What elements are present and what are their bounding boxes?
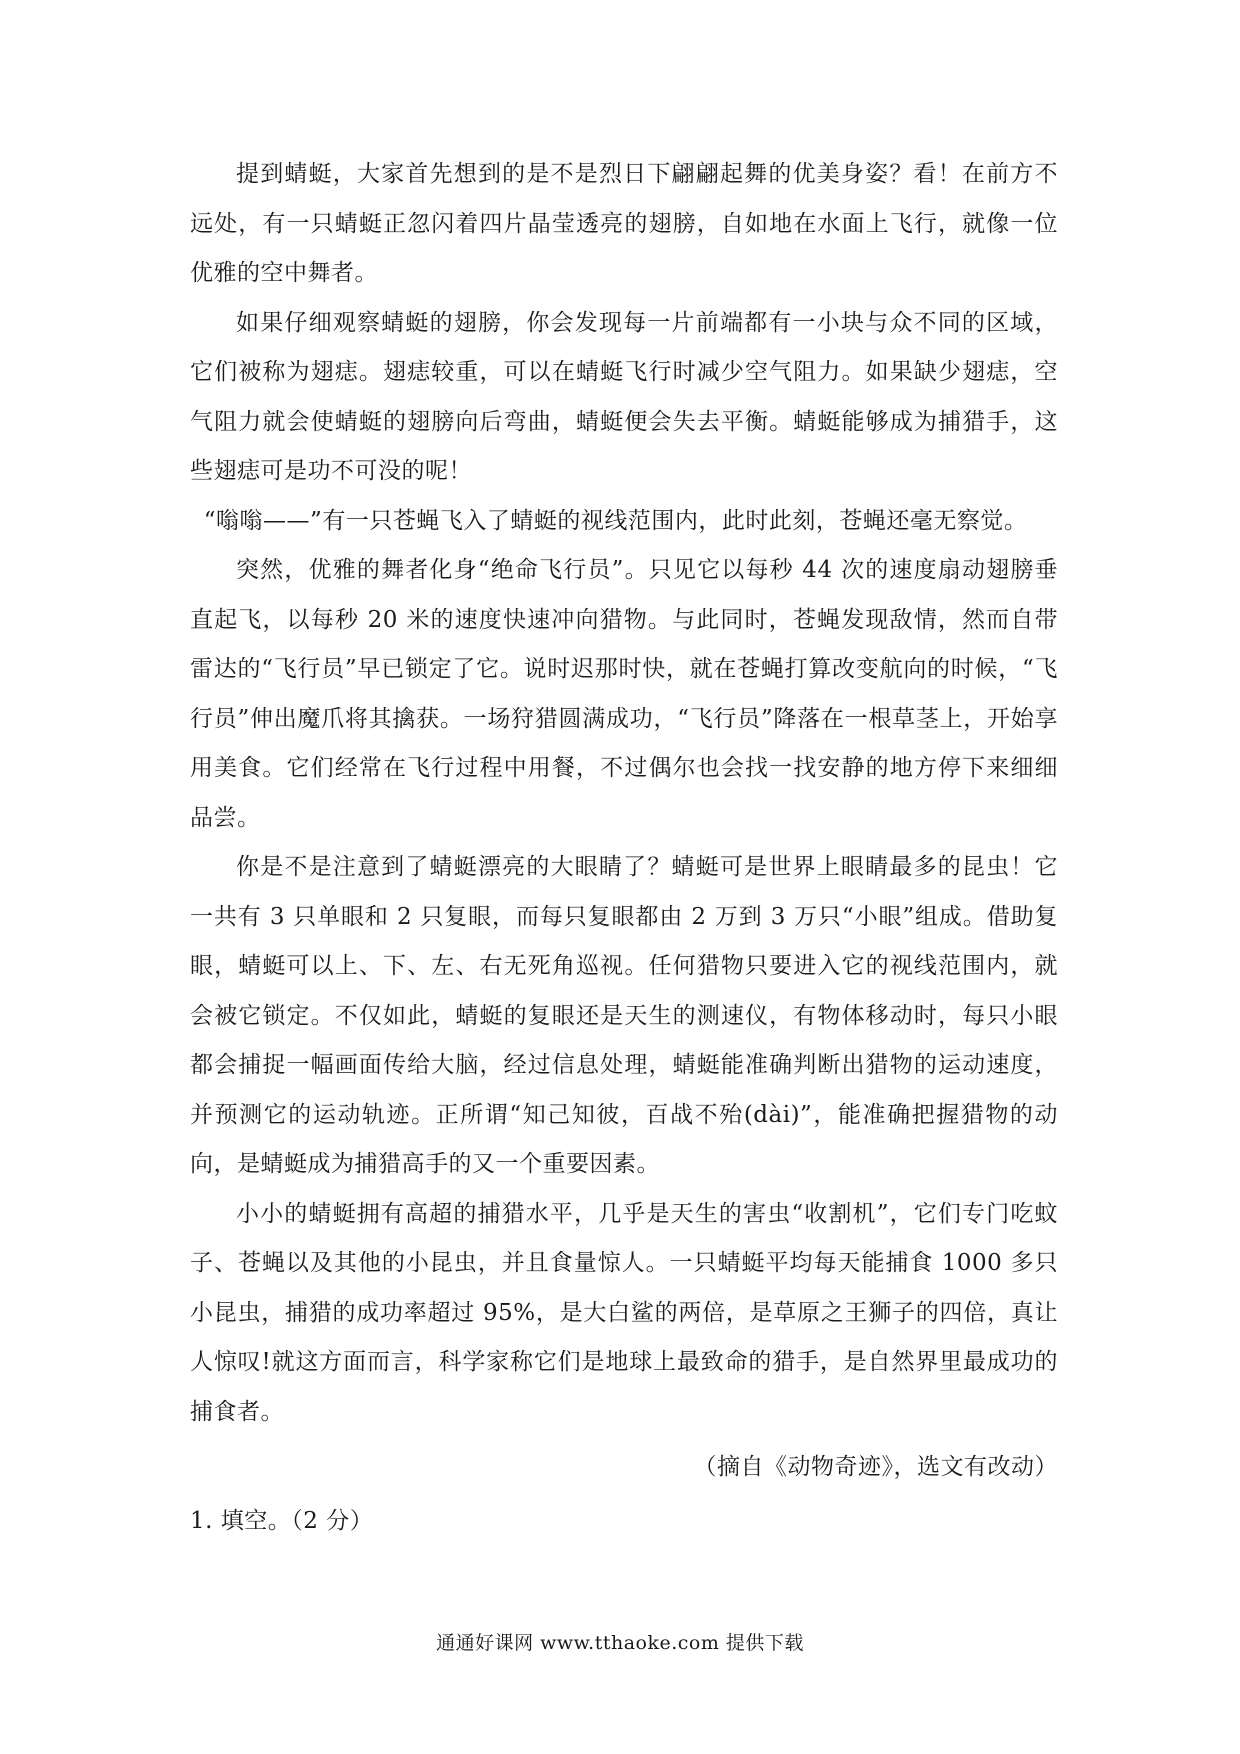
paragraph-wing-spots: 如果仔细观察蜻蜓的翅膀，你会发现每一片前端都有一小块与众不同的区域，它们被称为翅痣。翅痣较重，可以在蜻蜓飞行时减少空气阻力。如果缺少翅痣，空气阻力就会使蜻蜓的翅膀向后弯曲，蜻蜓便会失去平衡。蜻蜓能够成为捕猎手，这些翅痣可是功不可没的呢！ [190,309,1058,484]
question-1: 1. 填空。（2 分） [190,1507,374,1534]
article-body [190,150,1058,1546]
page-footer: 通通好课网 www.tthaoke.com 提供下载 [436,1632,804,1654]
paragraph-eyes: 你是不是注意到了蜻蜓漂亮的大眼睛了？蜻蜓可是世界上眼睛最多的昆虫！它一共有 3 只单眼和 2 只复眼，而每只复眼都由 2 万到 3 万只“小眼”组成。借助复眼，蜻蜓可以上、下、左、右无死角巡视。任何猎物只要进入它的视线范围内，就会被它锁定。不仅如此，蜻蜓的复眼还是天生的测速仪，有物体移动时，每只小眼都会捕捉一幅画面传给大脑，经过信息处理，蜻蜓能准确判断出猎物的运动速度，并预测它的运动轨迹。正所谓“知己知彼，百战不殆(dài)”，能准确把握猎物的动向，是蜻蜓成为捕猎高手的又一个重要因素。 [190,854,1058,1177]
article-source: （摘自《动物奇迹》，选文有改动） [693,1454,1058,1480]
paragraph-hunt: 突然，优雅的舞者化身“绝命飞行员”。只见它以每秒 44 次的速度扇动翅膀垂直起飞，以每秒 20 米的速度快速冲向猎物。与此同时，苍蝇发现敌情，然而自带雷达的“飞行员”早已锁定了它。说时迟那时快，就在苍蝇打算改变航向的时候，“飞行员”伸出魔爪将其擒获。一场狩猎圆满成功，“飞行员”降落在一根草茎上，开始享用美食。它们经常在飞行过程中用餐，不过偶尔也会找一找安静的地方停下来细细品尝。 [190,557,1058,831]
paragraph-intro: 提到蜻蜓，大家首先想到的是不是烈日下翩翩起舞的优美身姿？看！在前方不远处，有一只蜻蜓正忽闪着四片晶莹透亮的翅膀，自如地在水面上飞行，就像一位优雅的空中舞者。 [190,161,1058,286]
paragraph-conclusion: 小小的蜻蜓拥有高超的捕猎水平，几乎是天生的害虫“收割机”，它们专门吃蚊子、苍蝇以及其他的小昆虫，并且食量惊人。一只蜻蜓平均每天能捕食 1000 多只小昆虫，捕猎的成功率超过 95%，是大白鲨的两倍，是草原之王狮子的四倍，真让人惊叹!就这方面而言，科学家称它们是地球上最致命的猎手，是自然界里最成功的捕食者。 [190,1200,1058,1425]
paragraph-fly-appears: “嗡嗡——”有一只苍蝇飞入了蜻蜓的视线范围内，此时此刻，苍蝇还毫无察觉。 [203,507,1028,534]
